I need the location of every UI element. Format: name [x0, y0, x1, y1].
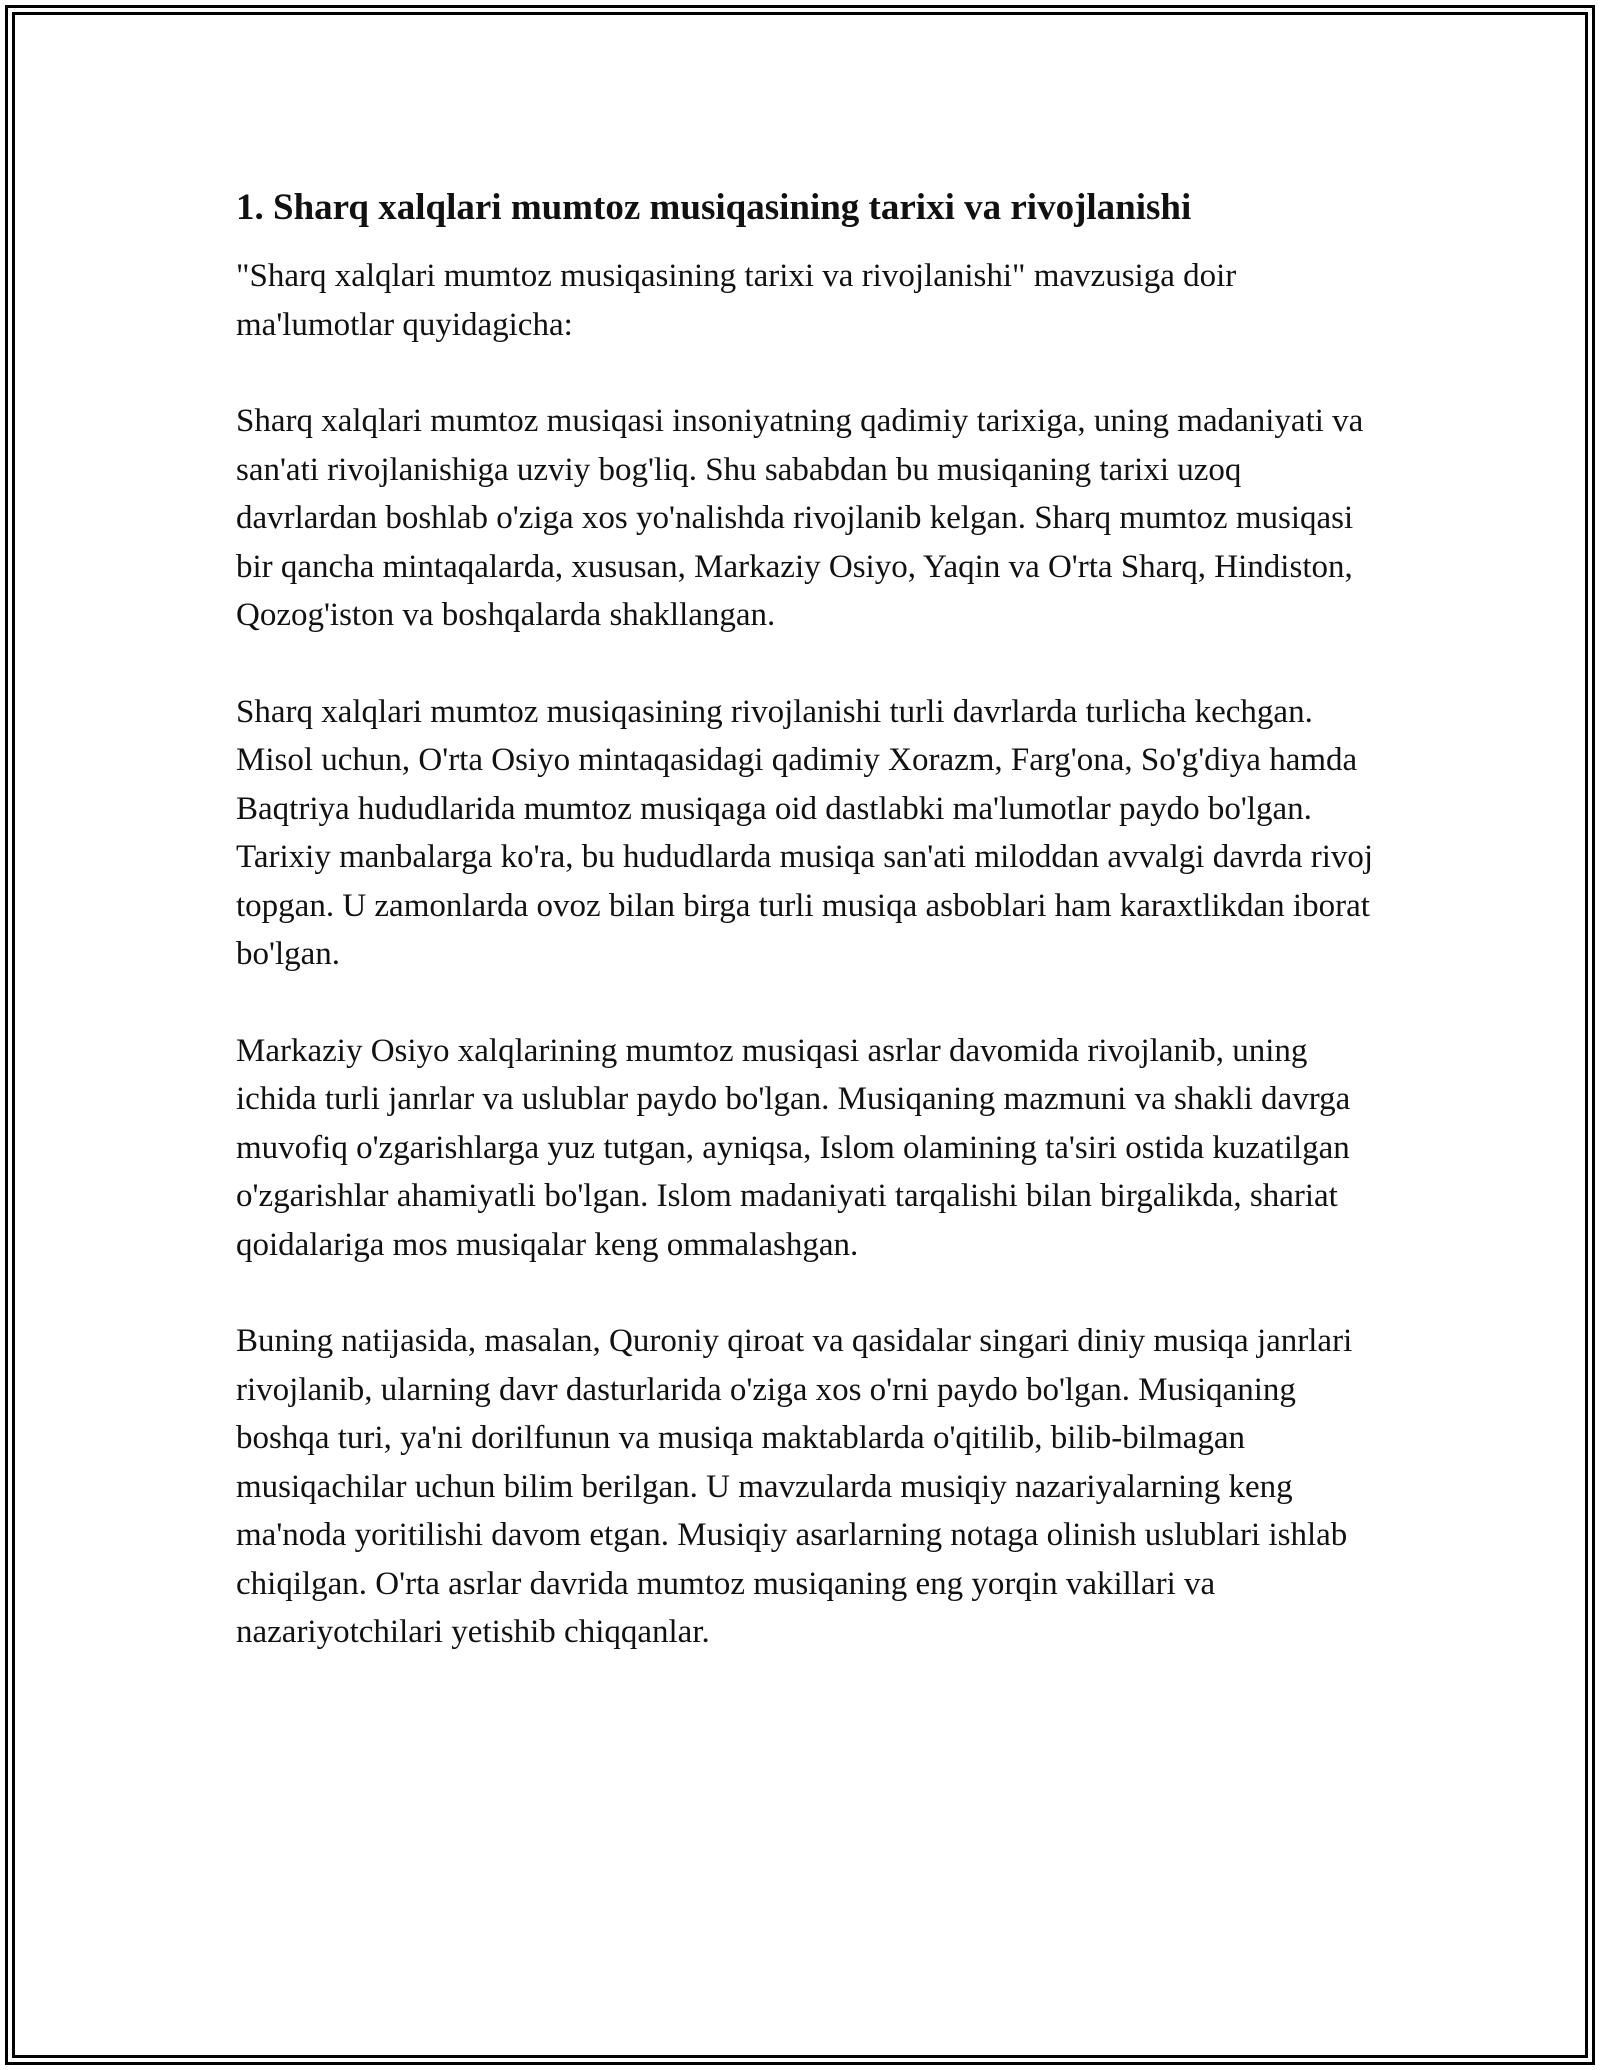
paragraph: Sharq xalqlari mumtoz musiqasining rivojlanishi turli davrlarda turlicha kechgan. Misol uchun, O'rta Osiyo mintaqasidagi qadimiy Xorazm, Farg'ona, So'g'diya hamda Baqtriya hududlarida mumtoz musiqaga oid dastlabki ma'lumotlar paydo bo'lgan. Tarixiy manbalarga ko'ra, bu hududlarda musiqa san'ati miloddan avvalgi davrda rivoj topgan. U zamonlarda ovoz bilan birga turli musiqa asboblari ham karaxtlikdan iborat bo'lgan.: [236, 693, 1374, 972]
paragraph: Markaziy Osiyo xalqlarining mumtoz musiqasi asrlar davomida rivojlanib, uning ichida turli janrlar va uslublar paydo bo'lgan. Musiqaning mazmuni va shakli davrga muvofiq o'zgarishlarga yuz tutgan, ayniqsa, Islom olamining ta'siri ostida kuzatilgan o'zgarishlar ahamiyatli bo'lgan. Islom madaniyati tarqalishi bilan birgalikda, shariat qoidalariga mos musiqalar keng ommalashgan.: [236, 1032, 1351, 1263]
document-body: [236, 184, 1376, 1705]
paragraph: Buning natijasida, masalan, Quroniy qiroat va qasidalar singari diniy musiqa janrlari rivojlanib, ularning davr dasturlarida o'ziga xos o'rni paydo bo'lgan. Musiqaning boshqa turi, ya'ni dorilfunun va musiqa maktablarda o'qitilib, bilib-bilmagan musiqachilar uchun bilim berilgan. U mavzularda musiqiy nazariyalarning keng ma'noda yoritilishi davom etgan. Musiqiy asarlarning notaga olinish uslublari ishlab chiqilgan. O'rta asrlar davrida mumtoz musiqaning eng yorqin vakillari va nazariyotchilari yetishib chiqqanlar.: [236, 1323, 1353, 1650]
paragraph-intro: "Sharq xalqlari mumtoz musiqasining tarixi va rivojlanishi" mavzusiga doir ma'lumotlar quyidagicha:: [236, 258, 1237, 343]
paragraph: Sharq xalqlari mumtoz musiqasi insoniyatning qadimiy tarixiga, uning madaniyati va san'ati rivojlanishiga uzviy bog'liq. Shu sababdan bu musiqaning tarixi uzoq davrlardan boshlab o'ziga xos yo'nalishda rivojlanib kelgan. Sharq mumtoz musiqasi bir qancha mintaqalarda, xususan, Markaziy Osiyo, Yaqin va O'rta Sharq, Hindiston, Qozog'iston va boshqalarda shakllangan.: [236, 403, 1364, 633]
document-title: 1. Sharq xalqlari mumtoz musiqasining tarixi va rivojlanishi: [236, 187, 1192, 228]
